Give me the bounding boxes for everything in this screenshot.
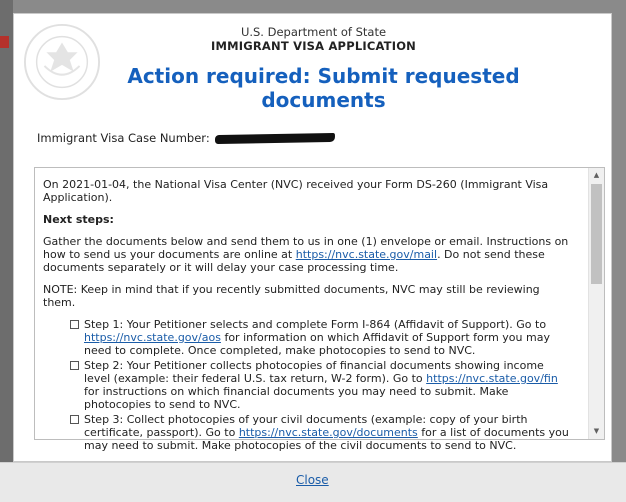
- step-3-text-after: for a list of documents you may need to submit. Make photocopies of the civil documents to send to NVC.: [84, 426, 569, 452]
- backdrop-red-mark: [0, 36, 9, 48]
- mail-instructions-link[interactable]: https://nvc.state.gov/mail: [295, 248, 438, 261]
- step-2-text-after: for instructions on which financial documents you may need to submit. Make photocopies to send to NVC.: [84, 385, 509, 411]
- note-text: NOTE: Keep in mind that if you recently submitted documents, NVC may still be reviewing them.: [43, 283, 540, 309]
- instructions-panel[interactable]: [34, 167, 605, 452]
- case-number-row: [37, 131, 335, 145]
- gather-text-2: . Do not send these documents separately or it will delay your case processing time.: [43, 248, 545, 274]
- close-link[interactable]: Close: [296, 473, 329, 487]
- step-2-text: Step 2: Your Petitioner collects photocopies of financial documents showing income level (example: their federal U.S. tax return, W-2 form). Go to: [84, 359, 544, 385]
- step-3-checkbox[interactable]: [70, 415, 79, 424]
- step-3-link[interactable]: https://nvc.state.gov/documents: [238, 426, 418, 439]
- step-item-1: [43, 318, 573, 357]
- scroll-down-arrow-icon[interactable]: ▼: [593, 427, 600, 435]
- step-3-text: Step 3: Collect photocopies of your civil documents (example: copy of your birth certificate, passport). Go to: [84, 413, 528, 439]
- step-2-link[interactable]: https://nvc.state.gov/fin: [426, 372, 558, 385]
- panel-scrollbar[interactable]: [588, 168, 604, 439]
- gather-paragraph: [43, 235, 573, 274]
- backdrop-strip: [0, 0, 13, 502]
- step-1-checkbox[interactable]: [70, 320, 79, 329]
- department-name: U.S. Department of State: [240, 25, 387, 39]
- redacted-case-number: [215, 133, 335, 144]
- step-1-link[interactable]: https://nvc.state.gov/aos: [84, 331, 221, 344]
- application-title: IMMIGRANT VISA APPLICATION: [210, 39, 416, 53]
- step-item-3: [43, 413, 573, 452]
- step-item-2: [43, 359, 573, 411]
- scroll-up-arrow-icon[interactable]: ▲: [593, 171, 600, 179]
- steps-list: [43, 318, 573, 452]
- instructions-content: [43, 178, 573, 454]
- step-1-text-after: for information on which Affidavit of Support form you may need to complete. Once completed, make photocopies to send to NVC.: [84, 331, 550, 357]
- gather-text-1: Gather the documents below and send them to us in one (1) envelope or email. Instructions on how to send us your documents are online at: [43, 235, 569, 261]
- step-2-checkbox[interactable]: [70, 361, 79, 370]
- step-1-text: Step 1: Your Petitioner selects and complete Form I-864 (Affidavit of Support). Go to: [84, 318, 547, 331]
- action-required-dialog: [13, 13, 612, 462]
- next-steps-title: Next steps:: [43, 213, 114, 226]
- dialog-footer: [0, 462, 626, 502]
- scrollbar-thumb[interactable]: [591, 184, 602, 284]
- intro-text: On 2021-01-04, the National Visa Center (NVC) received your Form DS-260 (Immigrant Visa Application).: [43, 178, 549, 204]
- case-number-label: Immigrant Visa Case Number:: [37, 131, 210, 145]
- page-heading: Action required: Submit requested documents: [127, 64, 520, 112]
